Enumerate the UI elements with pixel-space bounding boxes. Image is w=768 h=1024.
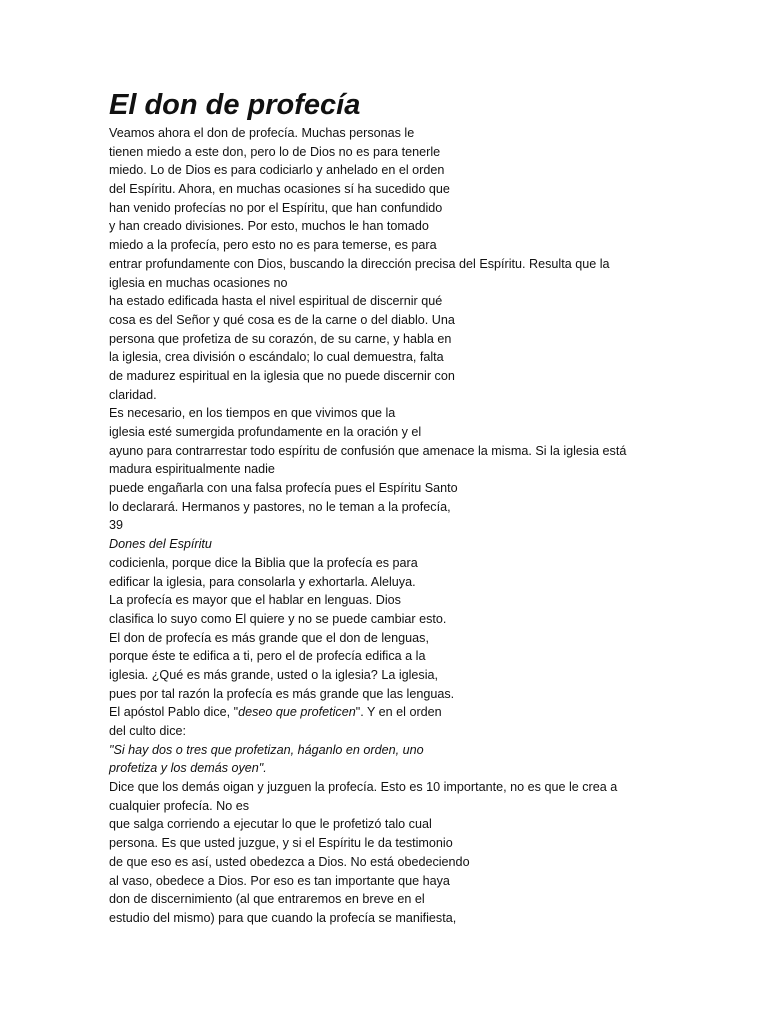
text-line: madura espiritualmente nadie <box>109 462 275 477</box>
text-line: Es necesario, en los tiempos en que vivimos que la <box>109 406 396 421</box>
text-line: de que eso es así, usted obedezca a Dios. No está obedeciendo <box>109 854 470 869</box>
quote-after: ". Y en el orden <box>355 705 442 720</box>
text-line: Veamos ahora el don de profecía. Muchas personas le <box>109 126 415 140</box>
text-line: han venido profecías no por el Espíritu, que han confundido <box>109 200 443 215</box>
text-line: codicienla, porque dice la Biblia que la profecía es para <box>109 555 418 570</box>
document-title: El don de profecía <box>109 89 361 121</box>
text-line: al vaso, obedece a Dios. Por eso es tan importante que haya <box>109 873 450 888</box>
text-line: ha estado edificada hasta el nivel espiritual de discernir qué <box>109 294 443 309</box>
text-line: iglesia. ¿Qué es más grande, usted o la iglesia? La iglesia, <box>109 667 439 682</box>
text-line: clasifica lo suyo como El quiere y no se puede cambiar esto. <box>109 611 447 626</box>
text-line: tienen miedo a este don, pero lo de Dios no es para tenerle <box>109 144 441 159</box>
quote-italic: deseo que profeticen <box>238 705 356 720</box>
text-line: que salga corriendo a ejecutar lo que le profetizó talo cual <box>109 817 432 832</box>
text-line: persona que profetiza de su corazón, de su carne, y habla en <box>109 331 452 346</box>
text-line: ayuno para contrarrestar todo espíritu de confusión que amenace la misma. Si la iglesia está <box>109 443 627 458</box>
text-line: lo declarará. Hermanos y pastores, no le teman a la profecía, <box>109 499 451 514</box>
text-line: pues por tal razón la profecía es más grande que las lenguas. <box>109 686 455 701</box>
text-line: Dice que los demás oigan y juzguen la profecía. Esto es 10 importante, no es que le crea a <box>109 780 618 795</box>
text-line: cualquier profecía. No es <box>109 798 250 813</box>
text-line: persona. Es que usted juzgue, y si el Espíritu le da testimonio <box>109 836 453 851</box>
text-line: miedo a la profecía, pero esto no es para temerse, es para <box>109 238 437 253</box>
scripture-quote-line: "Si hay dos o tres que profetizan, háganlo en orden, uno <box>109 742 424 757</box>
text-line: miedo. Lo de Dios es para codiciarlo y anhelado en el orden <box>109 163 445 178</box>
text-line: puede engañarla con una falsa profecía pues el Espíritu Santo <box>109 481 458 496</box>
text-line: estudio del mismo) para que cuando la profecía se manifiesta, <box>109 910 457 925</box>
text-line: del culto dice: <box>109 724 187 738</box>
text-line: claridad. <box>109 387 157 402</box>
text-line: y han creado divisiones. Por esto, muchos le han tomado <box>109 219 429 234</box>
page-number: 39 <box>109 518 124 533</box>
quote-line <box>109 703 649 722</box>
scripture-quote-line: profetiza y los demás oyen". <box>109 761 267 776</box>
document-body <box>109 124 649 928</box>
text-line: porque éste te edifica a ti, pero el de profecía edifica a la <box>109 649 426 664</box>
text-line: iglesia esté sumergida profundamente en la oración y el <box>109 425 422 439</box>
running-header: Dones del Espíritu <box>109 537 212 552</box>
text-line: del Espíritu. Ahora, en muchas ocasiones sí ha sucedido que <box>109 182 450 197</box>
quote-before: El apóstol Pablo dice, " <box>109 705 239 720</box>
text-line: don de discernimiento (al que entraremos en breve en el <box>109 892 425 907</box>
text-line: cosa es del Señor y qué cosa es de la carne o del diablo. Una <box>109 312 455 327</box>
text-line: entrar profundamente con Dios, buscando la dirección precisa del Espíritu. Resulta que la <box>109 256 610 271</box>
text-line: de madurez espiritual en la iglesia que no puede discernir con <box>109 368 455 383</box>
text-line: iglesia en muchas ocasiones no <box>109 275 288 290</box>
text-line: La profecía es mayor que el hablar en lenguas. Dios <box>109 593 401 608</box>
text-line: El don de profecía es más grande que el don de lenguas, <box>109 630 429 645</box>
text-line: edificar la iglesia, para consolarla y exhortarla. Aleluya. <box>109 574 416 589</box>
text-line: la iglesia, crea división o escándalo; lo cual demuestra, falta <box>109 350 444 365</box>
